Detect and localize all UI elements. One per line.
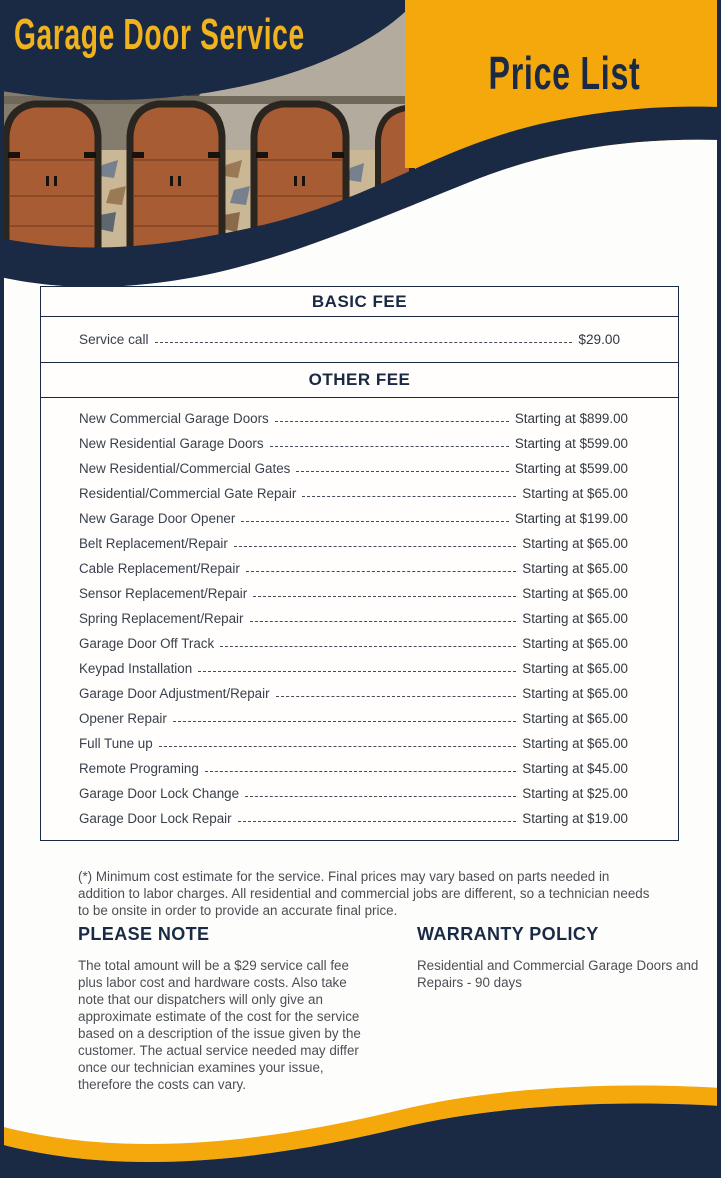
service-price: Starting at $45.00 bbox=[522, 761, 628, 776]
section-header: OTHER FEE bbox=[41, 362, 678, 398]
service-price: Starting at $65.00 bbox=[522, 711, 628, 726]
service-name: Garage Door Adjustment/Repair bbox=[79, 686, 270, 701]
section-items bbox=[41, 398, 678, 840]
service-name: New Commercial Garage Doors bbox=[79, 411, 269, 426]
page-left-border bbox=[0, 0, 4, 1178]
service-name: New Residential Garage Doors bbox=[79, 436, 264, 451]
dotted-leader bbox=[302, 496, 516, 497]
dotted-leader bbox=[250, 621, 517, 622]
dotted-leader bbox=[296, 471, 508, 472]
warranty-policy-heading: WARRANTY POLICY bbox=[417, 924, 599, 944]
price-row bbox=[79, 481, 628, 506]
price-row bbox=[79, 781, 628, 806]
dotted-leader bbox=[270, 446, 509, 447]
service-price: $29.00 bbox=[578, 332, 620, 347]
price-row bbox=[79, 731, 628, 756]
price-row bbox=[79, 431, 628, 456]
dotted-leader bbox=[159, 746, 517, 747]
price-row bbox=[79, 806, 628, 831]
service-name: Remote Programing bbox=[79, 761, 199, 776]
please-note-heading: PLEASE NOTE bbox=[78, 924, 210, 944]
dotted-leader bbox=[173, 721, 516, 722]
price-row bbox=[79, 556, 628, 581]
dotted-leader bbox=[253, 596, 516, 597]
service-price: Starting at $65.00 bbox=[522, 636, 628, 651]
price-row bbox=[79, 631, 628, 656]
service-price: Starting at $65.00 bbox=[522, 586, 628, 601]
garage-door-1 bbox=[6, 104, 98, 252]
service-price: Starting at $65.00 bbox=[522, 486, 628, 501]
dotted-leader bbox=[246, 571, 517, 572]
service-price: Starting at $65.00 bbox=[522, 736, 628, 751]
service-name: Spring Replacement/Repair bbox=[79, 611, 244, 626]
dotted-leader bbox=[276, 696, 517, 697]
service-price: Starting at $65.00 bbox=[522, 661, 628, 676]
price-row bbox=[79, 317, 620, 362]
service-price: Starting at $65.00 bbox=[522, 686, 628, 701]
service-price: Starting at $65.00 bbox=[522, 561, 628, 576]
price-row bbox=[79, 581, 628, 606]
section-header: BASIC FEE bbox=[41, 287, 678, 317]
please-note-section bbox=[78, 924, 371, 1093]
price-row bbox=[79, 456, 628, 481]
footer-navy-wave bbox=[0, 1104, 721, 1178]
service-price: Starting at $599.00 bbox=[514, 436, 628, 451]
brand-title: Garage Door Service bbox=[14, 10, 305, 59]
dotted-leader bbox=[245, 796, 516, 797]
warranty-policy-section bbox=[417, 924, 699, 991]
dotted-leader bbox=[275, 421, 509, 422]
service-price: Starting at $599.00 bbox=[514, 461, 628, 476]
service-name: Keypad Installation bbox=[79, 661, 193, 676]
service-price: Starting at $19.00 bbox=[522, 811, 628, 826]
service-name: Opener Repair bbox=[79, 711, 167, 726]
dotted-leader bbox=[234, 546, 516, 547]
page-right-border bbox=[717, 0, 721, 1178]
service-name: Residential/Commercial Gate Repair bbox=[79, 486, 297, 501]
price-table bbox=[40, 286, 679, 841]
service-name: Garage Door Lock Repair bbox=[79, 811, 232, 826]
service-name: New Residential/Commercial Gates bbox=[79, 461, 291, 476]
dotted-leader bbox=[155, 342, 573, 343]
dotted-leader bbox=[241, 521, 509, 522]
price-row bbox=[79, 756, 628, 781]
garage-door-2 bbox=[130, 104, 222, 252]
service-name: Garage Door Off Track bbox=[79, 636, 215, 651]
price-row bbox=[79, 406, 628, 431]
price-row bbox=[79, 506, 628, 531]
service-price: Starting at $899.00 bbox=[514, 411, 628, 426]
service-price: Starting at $65.00 bbox=[522, 536, 628, 551]
price-row bbox=[79, 656, 628, 681]
please-note-body: The total amount will be a $29 service call fee plus labor cost and hardware costs. Also take note that our dispatchers will only give an approximate estimate of the cost for the service based on a description of the issue given by the customer. The actual service needed may differ once our technician examines your issue, therefore the costs can vary. bbox=[78, 958, 361, 1092]
dotted-leader bbox=[220, 646, 516, 647]
warranty-policy-body: Residential and Commercial Garage Doors and Repairs - 90 days bbox=[417, 958, 699, 990]
service-name: New Garage Door Opener bbox=[79, 511, 236, 526]
price-row bbox=[79, 706, 628, 731]
service-name: Service call bbox=[79, 332, 149, 347]
dotted-leader bbox=[205, 771, 516, 772]
service-name: Sensor Replacement/Repair bbox=[79, 586, 248, 601]
service-name: Belt Replacement/Repair bbox=[79, 536, 228, 551]
disclaimer-note: (*) Minimum cost estimate for the service. Final prices may vary based on parts needed in addition to labor charges. All residential and commercial jobs are different, so a technician needs to be onsite in order to provide an accurate final price. bbox=[78, 869, 650, 918]
price-row bbox=[79, 531, 628, 556]
page-title: Price List bbox=[488, 47, 641, 99]
price-row bbox=[79, 606, 628, 631]
section-items bbox=[41, 317, 678, 362]
service-name: Garage Door Lock Change bbox=[79, 786, 240, 801]
service-price: Starting at $25.00 bbox=[522, 786, 628, 801]
dotted-leader bbox=[238, 821, 517, 822]
service-price: Starting at $199.00 bbox=[514, 511, 628, 526]
price-row bbox=[79, 681, 628, 706]
service-name: Cable Replacement/Repair bbox=[79, 561, 240, 576]
service-price: Starting at $65.00 bbox=[522, 611, 628, 626]
dotted-leader bbox=[198, 671, 516, 672]
service-name: Full Tune up bbox=[79, 736, 153, 751]
